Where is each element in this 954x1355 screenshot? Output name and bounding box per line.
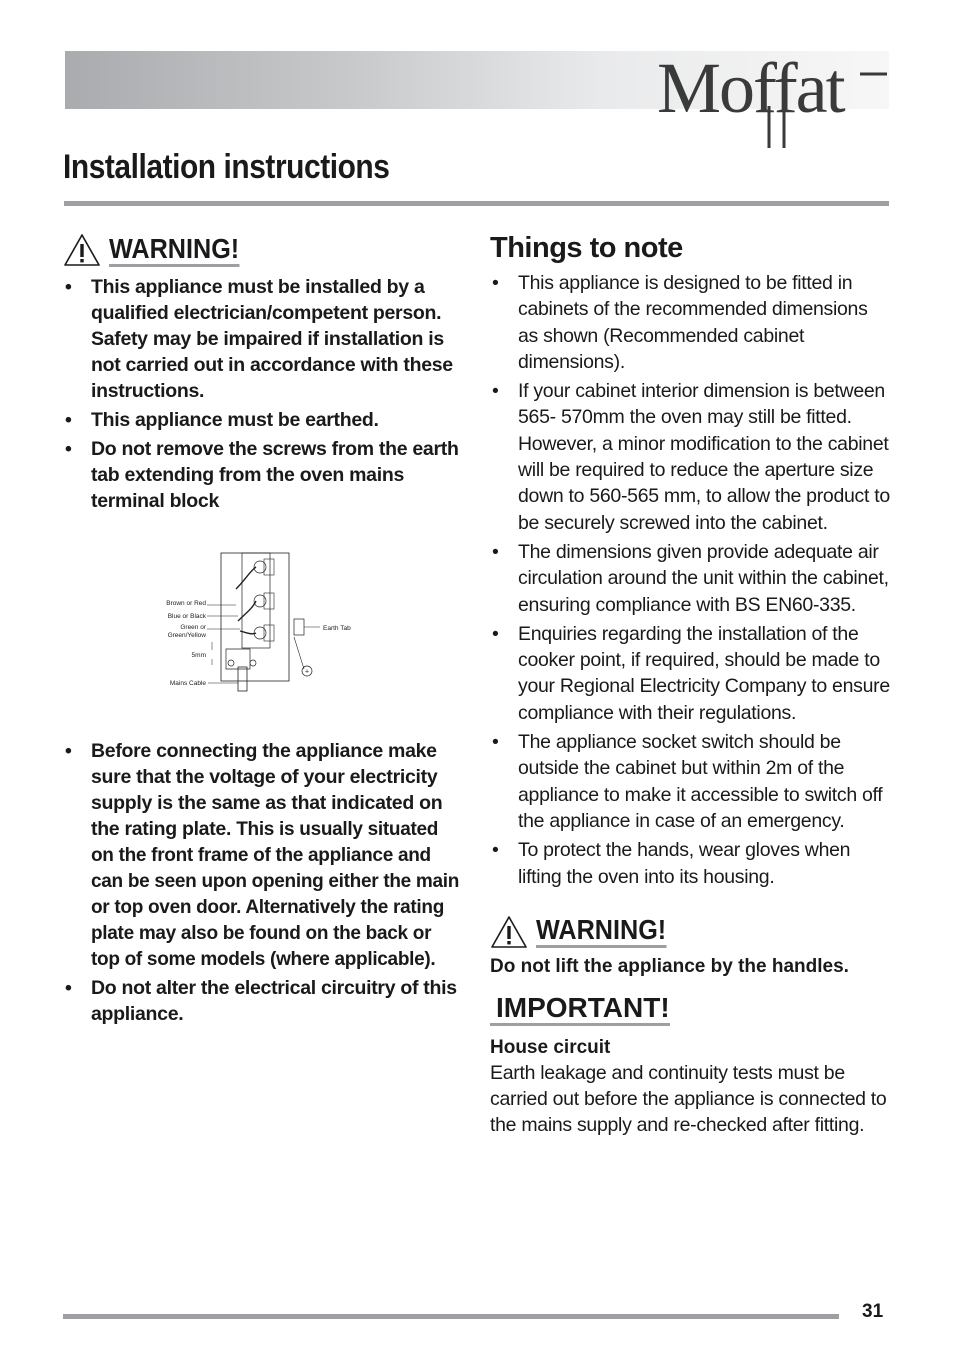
list-item: • Enquiries regarding the installation of the cooker point, if required, should be made to your Regional Electricity Company to ensure compliance with their regulations. — [490, 621, 890, 726]
warning-header — [490, 914, 890, 950]
voltage-note: Before connecting the appliance make sure that the voltage of your electricity supply is the same as that indicated on the rating plate. — [91, 740, 443, 840]
list-item — [63, 738, 463, 972]
list-item: • To protect the hands, wear gloves when lifting the oven into its housing. — [490, 837, 890, 890]
diagram-label-brown: Brown or Red — [166, 600, 206, 607]
diagram-label-5mm: 5mm — [191, 652, 206, 659]
page-title: Installation instructions — [63, 148, 390, 186]
warning-label: WARNING! — [109, 234, 239, 267]
diagram-label-green-yellow: Green/Yellow — [167, 632, 206, 639]
left-lower-section — [63, 738, 463, 1030]
important-label: IMPORTANT! — [490, 993, 670, 1026]
svg-text:+: + — [304, 668, 310, 676]
rating-plate-note: This is usually situated on the front frame of the appliance and can be seen upon opening either the main or top oven door. Alternatively the rating plate may also be found on the back or top of some models (where applicable). — [91, 819, 460, 970]
house-circuit-text: Earth leakage and continuity tests must be carried out before the appliance is connected to the mains supply and re-checked after fitting. — [490, 1061, 887, 1137]
list-item: • The dimensions given provide adequate air circulation around the unit within the cabinet, ensuring compliance with BS EN60-335. — [490, 539, 890, 618]
diagram-label-mains-cable: Mains Cable — [169, 680, 206, 687]
left-column — [63, 232, 463, 517]
diagram-label-green: Green or — [180, 624, 206, 631]
brand-logo-text: Moffat — [657, 48, 844, 128]
terminal-block-diagram — [160, 549, 360, 694]
title-divider — [64, 201, 889, 206]
things-list — [490, 270, 890, 890]
list-item: • This appliance is designed to be fitted in cabinets of the recommended dimensions as shown (Recommended cabinet dimensions). — [490, 270, 890, 375]
list-item: • The appliance socket switch should be outside the cabinet but within 2m of the appliance to make it accessible to switch off the appliance in case of an emergency. — [490, 729, 890, 834]
right-column — [490, 232, 890, 1139]
footer-divider — [63, 1314, 839, 1319]
page-number: 31 — [862, 1301, 884, 1322]
handles-warning-text: Do not lift the appliance by the handles. — [490, 955, 849, 977]
diagram-label-earth-tab: Earth Tab — [323, 625, 351, 632]
diagram-label-blue: Blue or Black — [167, 613, 206, 620]
warning-label: WARNING! — [536, 915, 666, 948]
things-to-note-title: Things to note — [490, 232, 683, 264]
house-circuit-title: House circuit — [490, 1036, 611, 1058]
list-item: • This appliance must be installed by a qualified electrician/competent person. Safety may be impaired if installation is not carried out in accordance with these instructions. — [63, 274, 463, 404]
warning-list — [63, 274, 463, 514]
brand-logo — [655, 40, 895, 155]
list-item: • This appliance must be earthed. — [63, 407, 463, 433]
warning-header — [63, 232, 463, 268]
warning-triangle-icon — [490, 915, 528, 949]
important-header — [490, 993, 890, 1029]
list-item: • Do not remove the screws from the earth tab extending from the oven mains terminal block — [63, 436, 463, 514]
voltage-list — [63, 738, 463, 1027]
list-item: • Do not alter the electrical circuitry of this appliance. — [63, 975, 463, 1027]
warning-triangle-icon — [63, 233, 101, 267]
list-item: • If your cabinet interior dimension is between 565- 570mm the oven may still be fitted. However, a minor modification to the cabinet will be required to reduce the aperture size down to 560-565 mm, to allow the product to be securely screwed into the cabinet. — [490, 378, 890, 536]
